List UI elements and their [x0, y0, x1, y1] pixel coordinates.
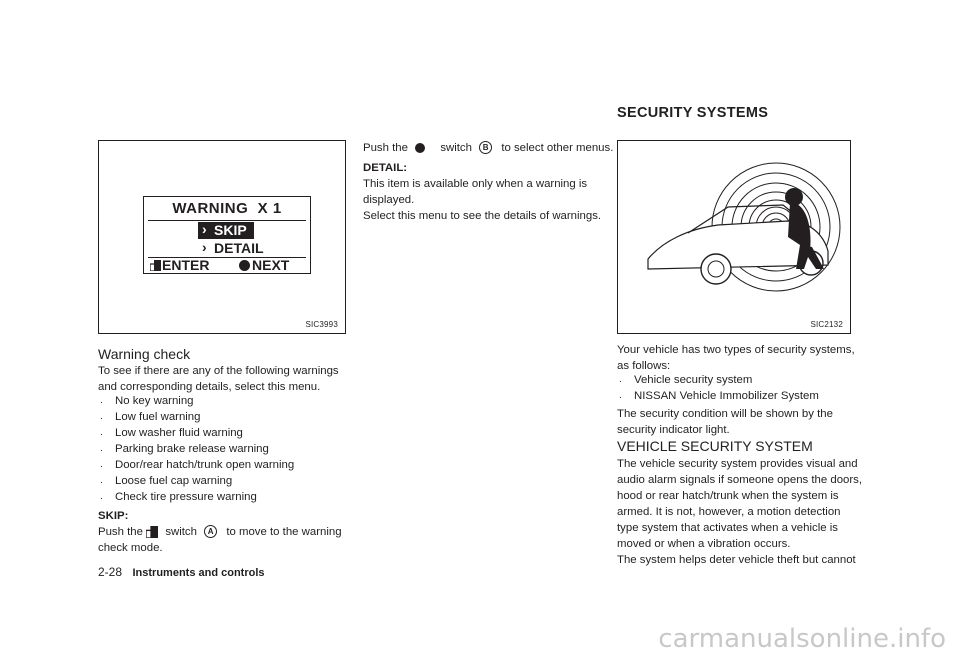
list-item: Low fuel warning: [115, 411, 201, 423]
figure-warning-display: [98, 140, 346, 334]
enter-switch-icon: [146, 526, 158, 538]
warning-check-heading: Warning check: [98, 346, 191, 362]
skip-label: SKIP:: [98, 510, 129, 522]
display-detail: DETAIL: [214, 240, 264, 256]
vss-line: The vehicle security system provides visual and: [617, 458, 858, 470]
vss-line: The system helps deter vehicle theft but cannot: [617, 554, 856, 566]
figure-caption-right: SIC2132: [810, 320, 843, 329]
security-intro-2: as follows:: [617, 360, 671, 372]
vss-line: type system that activates when a vehicle is: [617, 522, 838, 534]
vss-line: audio alarm signals if someone opens the doors,: [617, 474, 863, 486]
vss-line: hood or rear hatch/trunk when the system is: [617, 490, 839, 502]
car-alarm-illustration: [618, 141, 850, 333]
bullet-marker: .: [619, 374, 622, 385]
display-next: NEXT: [252, 257, 290, 273]
vss-heading: VEHICLE SECURITY SYSTEM: [617, 438, 813, 454]
list-item: NISSAN Vehicle Immobilizer System: [634, 390, 819, 402]
display-skip: SKIP: [214, 222, 247, 238]
list-item: Vehicle security system: [634, 374, 753, 386]
next-switch-icon: [239, 260, 250, 271]
bullet-marker: .: [100, 459, 103, 470]
list-item: Loose fuel cap warning: [115, 475, 233, 487]
security-cond-1: The security condition will be shown by the: [617, 408, 833, 420]
skip-chevron-icon: ›: [202, 221, 207, 237]
bullet-marker: .: [100, 427, 103, 438]
detail-label: DETAIL:: [363, 162, 408, 174]
bullet-marker: .: [100, 411, 103, 422]
list-item: No key warning: [115, 395, 194, 407]
enter-switch-icon: [150, 260, 161, 271]
vss-line: armed. It is not, however, a motion detection: [617, 506, 841, 518]
skip-line-2: check mode.: [98, 542, 163, 554]
detail-chevron-icon: ›: [202, 239, 207, 255]
figure-security-car: [617, 140, 851, 334]
security-intro-1: Your vehicle has two types of security systems,: [617, 344, 855, 356]
next-switch-icon: [415, 143, 425, 153]
display-title: WARNING X 1: [172, 200, 282, 217]
page-footer: [98, 563, 265, 581]
display-divider: [148, 220, 306, 221]
skip-line-1: [98, 524, 342, 540]
security-systems-heading: SECURITY SYSTEMS: [617, 105, 769, 121]
detail-line-3: Select this menu to see the details of warnings.: [363, 210, 602, 222]
warning-check-intro-1: To see if there are any of the following warnings: [98, 365, 339, 377]
display-enter: ENTER: [162, 257, 210, 273]
bullet-marker: .: [100, 491, 103, 502]
bullet-marker: .: [619, 390, 622, 401]
bullet-marker: .: [100, 475, 103, 486]
vss-line: moved or when a vibration occurs.: [617, 538, 791, 550]
list-item: Parking brake release warning: [115, 443, 269, 455]
skip-pre-text: Push the: [98, 526, 143, 538]
bullet-marker: .: [100, 443, 103, 454]
skip-mid-text: switch: [165, 526, 197, 538]
list-item: Door/rear hatch/trunk open warning: [115, 459, 295, 471]
list-item: Check tire pressure warning: [115, 491, 257, 503]
push-post-text: to select other menus.: [501, 142, 614, 154]
detail-line-2: displayed.: [363, 194, 415, 206]
push-pre-text: Push the: [363, 142, 408, 154]
circled-a-icon: A: [204, 525, 217, 538]
list-item: Low washer fluid warning: [115, 427, 243, 439]
watermark: carmanualsonline.info: [658, 624, 946, 654]
skip-post-text: to move to the warning: [226, 526, 342, 538]
figure-caption-left: SIC3993: [305, 320, 338, 329]
warning-check-intro-2: and corresponding details, select this menu.: [98, 381, 321, 393]
bullet-marker: .: [100, 395, 103, 406]
page-number: 2-28: [98, 565, 123, 579]
security-cond-2: security indicator light.: [617, 424, 730, 436]
section-title: Instruments and controls: [132, 567, 265, 579]
circled-b-icon: B: [479, 141, 492, 154]
detail-line-1: This item is available only when a warning is: [363, 178, 588, 190]
display-screen: [143, 196, 311, 274]
push-line: [363, 140, 613, 156]
push-mid-text: switch: [440, 142, 472, 154]
